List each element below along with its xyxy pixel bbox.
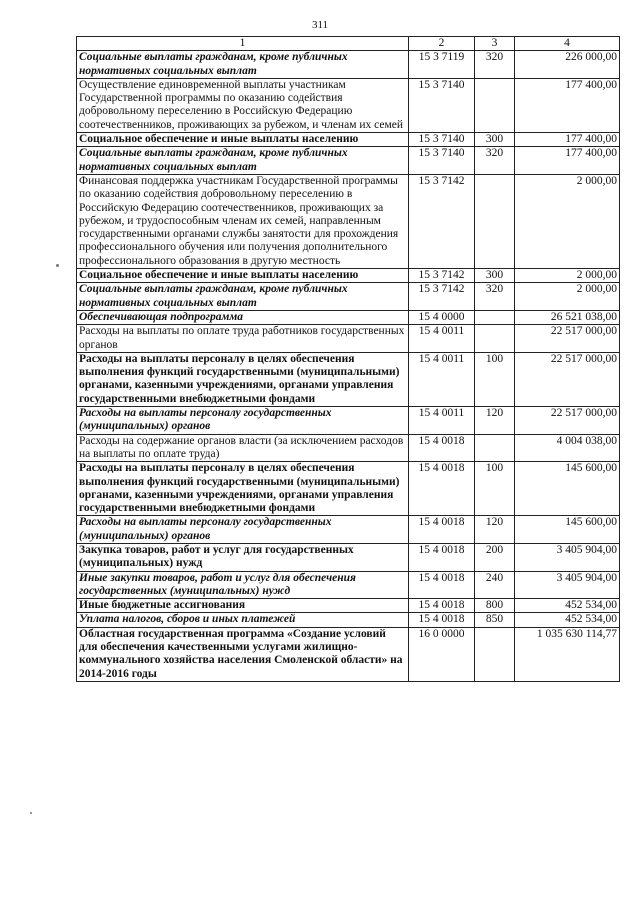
row-code: 16 0 0000	[409, 627, 475, 681]
row-code: 15 4 0018	[409, 543, 475, 571]
row-amount: 2 000,00	[515, 174, 620, 268]
table-row	[77, 407, 620, 435]
row-amount: 226 000,00	[515, 51, 620, 79]
table-row	[77, 434, 620, 462]
row-amount: 452 534,00	[515, 613, 620, 627]
row-code: 15 3 7119	[409, 51, 475, 79]
table-row	[77, 51, 620, 79]
row-name: Социальное обеспечение и иные выплаты населению	[77, 133, 409, 147]
table-row	[77, 133, 620, 147]
table-row	[77, 462, 620, 516]
row-amount: 4 004 038,00	[515, 434, 620, 462]
row-expense-type: 320	[475, 51, 515, 79]
row-code: 15 4 0018	[409, 571, 475, 599]
row-amount: 22 517 000,00	[515, 407, 620, 435]
row-expense-type: 100	[475, 352, 515, 406]
row-amount: 2 000,00	[515, 269, 620, 283]
table-row	[77, 174, 620, 268]
row-code: 15 4 0011	[409, 325, 475, 353]
column-header-code: 2	[409, 37, 475, 51]
row-name: Осуществление единовременной выплаты участникам Государственной программы по оказанию содействия добровольному переселению в Российскую Федерацию соотечественников, проживающих за рубежом, и членам их семей	[77, 78, 409, 132]
row-amount: 177 400,00	[515, 78, 620, 132]
row-expense-type	[475, 174, 515, 268]
row-expense-type: 240	[475, 571, 515, 599]
row-expense-type	[475, 627, 515, 681]
row-expense-type	[475, 434, 515, 462]
row-name: Социальные выплаты гражданам, кроме публичных нормативных социальных выплат	[77, 51, 409, 79]
table-row	[77, 147, 620, 175]
row-name: Социальные выплаты гражданам, кроме публичных нормативных социальных выплат	[77, 147, 409, 175]
row-name: Расходы на выплаты персоналу в целях обеспечения выполнения функций государственными (муниципальными) органами, казенными учреждениями, органами управления государственными внебюджетными фондами	[77, 462, 409, 516]
table-row	[77, 627, 620, 681]
row-code: 15 4 0018	[409, 462, 475, 516]
row-expense-type: 300	[475, 269, 515, 283]
table-row	[77, 352, 620, 406]
row-amount: 3 405 904,00	[515, 571, 620, 599]
row-code: 15 3 7140	[409, 147, 475, 175]
row-expense-type: 800	[475, 599, 515, 613]
row-amount: 145 600,00	[515, 516, 620, 544]
row-code: 15 4 0018	[409, 434, 475, 462]
row-amount: 1 035 630 114,77	[515, 627, 620, 681]
row-name: Социальное обеспечение и иные выплаты населению	[77, 269, 409, 283]
row-code: 15 3 7142	[409, 269, 475, 283]
table-row	[77, 78, 620, 132]
row-expense-type: 320	[475, 147, 515, 175]
table-row	[77, 310, 620, 324]
row-name: Расходы на содержание органов власти (за исключением расходов на выплаты по оплате труда)	[77, 434, 409, 462]
row-code: 15 3 7142	[409, 174, 475, 268]
row-name: Расходы на выплаты персоналу государственных (муниципальных) органов	[77, 516, 409, 544]
row-name: Расходы на выплаты по оплате труда работников государственных органов	[77, 325, 409, 353]
row-code: 15 3 7142	[409, 283, 475, 311]
row-code: 15 4 0011	[409, 352, 475, 406]
row-name: Уплата налогов, сборов и иных платежей	[77, 613, 409, 627]
row-code: 15 3 7140	[409, 133, 475, 147]
row-code: 15 4 0018	[409, 613, 475, 627]
row-expense-type: 300	[475, 133, 515, 147]
row-expense-type: 200	[475, 543, 515, 571]
row-amount: 177 400,00	[515, 133, 620, 147]
row-code: 15 3 7140	[409, 78, 475, 132]
page-number: 311	[311, 19, 329, 31]
row-amount: 177 400,00	[515, 147, 620, 175]
table-row	[77, 571, 620, 599]
table-row	[77, 613, 620, 627]
row-amount: 22 517 000,00	[515, 325, 620, 353]
table-row	[77, 516, 620, 544]
row-amount: 26 521 038,00	[515, 310, 620, 324]
table-row	[77, 599, 620, 613]
row-name: Иные закупки товаров, работ и услуг для обеспечения государственных (муниципальных) нужд	[77, 571, 409, 599]
row-code: 15 4 0000	[409, 310, 475, 324]
budget-table	[76, 36, 620, 682]
row-expense-type	[475, 78, 515, 132]
table-row	[77, 269, 620, 283]
row-name: Финансовая поддержка участникам Государственной программы по оказанию содействия добровольному переселению в Российскую Федерацию соотечественников, проживающих за рубежом, и трудоспособным членам их семей, направленным государственными органами службы занятости для прохождения профессионального обучения или получения дополнительного профессионального образования в другую местность	[77, 174, 409, 268]
row-name: Областная государственная программа «Создание условий для обеспечения качественными услугами жилищно-коммунального хозяйства населения Смоленской области» на 2014-2016 годы	[77, 627, 409, 681]
row-amount: 452 534,00	[515, 599, 620, 613]
row-amount: 22 517 000,00	[515, 352, 620, 406]
table-row	[77, 283, 620, 311]
row-code: 15 4 0011	[409, 407, 475, 435]
table-row	[77, 543, 620, 571]
row-expense-type	[475, 325, 515, 353]
row-name: Иные бюджетные ассигнования	[77, 599, 409, 613]
row-amount: 2 000,00	[515, 283, 620, 311]
scan-speck	[56, 264, 59, 267]
row-expense-type	[475, 310, 515, 324]
row-name: Закупка товаров, работ и услуг для государственных (муниципальных) нужд	[77, 543, 409, 571]
row-expense-type: 120	[475, 516, 515, 544]
row-expense-type: 850	[475, 613, 515, 627]
row-name: Расходы на выплаты персоналу в целях обеспечения выполнения функций государственными (муниципальными) органами, казенными учреждениями, органами управления государственными внебюджетными фондами	[77, 352, 409, 406]
column-header-amount: 4	[515, 37, 620, 51]
row-name: Обеспечивающая подпрограмма	[77, 310, 409, 324]
row-expense-type: 120	[475, 407, 515, 435]
row-amount: 3 405 904,00	[515, 543, 620, 571]
row-code: 15 4 0018	[409, 516, 475, 544]
row-expense-type: 320	[475, 283, 515, 311]
column-header-name: 1	[77, 37, 409, 51]
scan-speck	[30, 812, 32, 814]
header-row	[77, 37, 620, 51]
row-name: Расходы на выплаты персоналу государственных (муниципальных) органов	[77, 407, 409, 435]
table-body	[77, 51, 620, 682]
column-header-expense-type: 3	[475, 37, 515, 51]
row-expense-type: 100	[475, 462, 515, 516]
row-code: 15 4 0018	[409, 599, 475, 613]
table-row	[77, 325, 620, 353]
row-name: Социальные выплаты гражданам, кроме публичных нормативных социальных выплат	[77, 283, 409, 311]
row-amount: 145 600,00	[515, 462, 620, 516]
